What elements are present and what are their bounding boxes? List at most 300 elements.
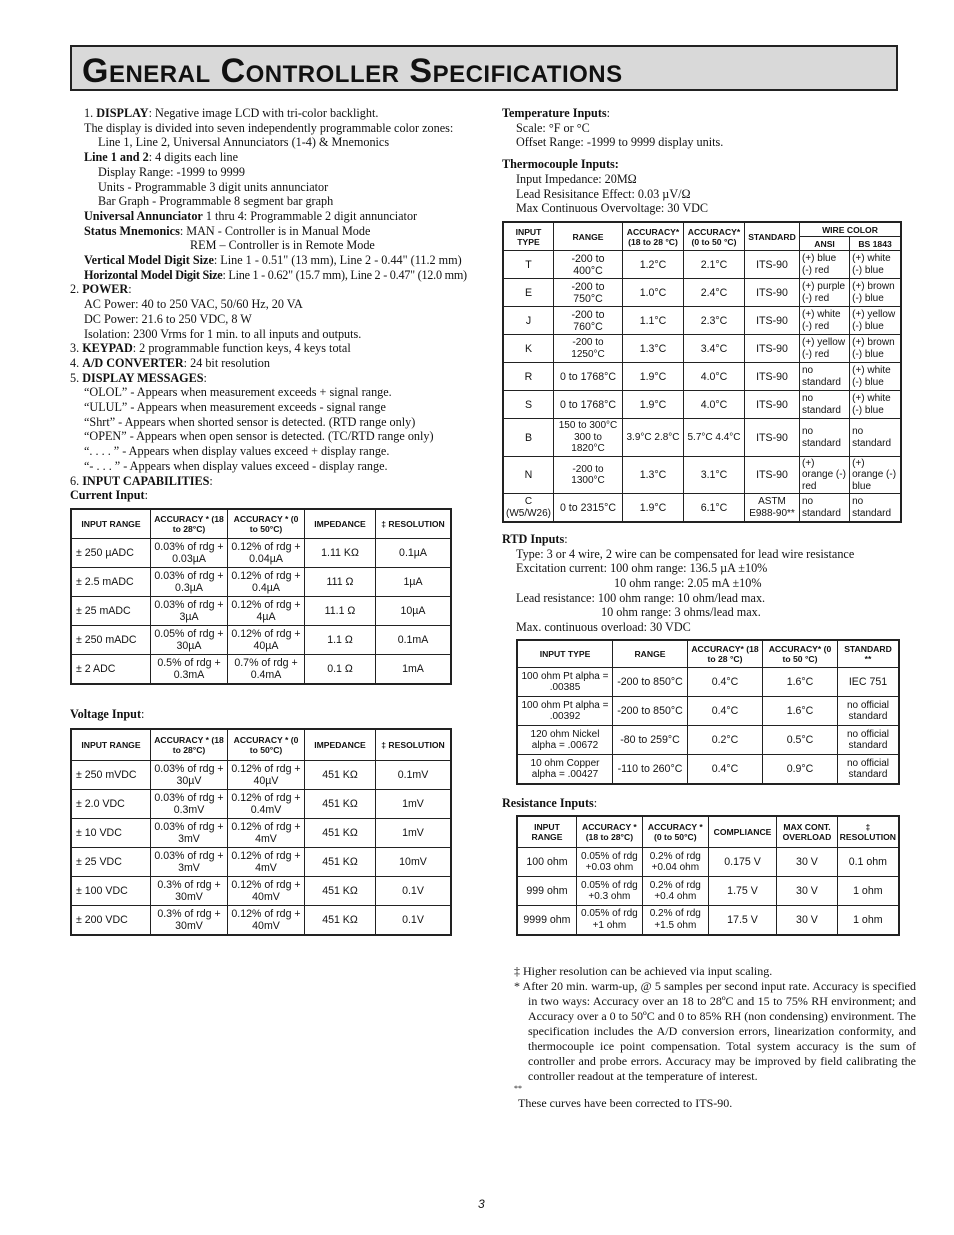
table-cell: (+) purple (-) red bbox=[800, 279, 850, 307]
table-cell: -200 to 1250°C bbox=[554, 335, 623, 363]
col-header: STANDARD ** bbox=[838, 640, 900, 668]
table-cell: 10mV bbox=[376, 848, 452, 877]
table-cell: ITS-90 bbox=[745, 419, 800, 457]
text-fragment: : Negative image LCD with tri-color backlight. bbox=[148, 106, 379, 120]
table-cell: 0.2°C bbox=[688, 726, 763, 755]
display-zones: Line 1, Line 2, Universal Annunciators (1-4) & Mnemonics bbox=[98, 135, 390, 150]
power-line: DC Power: 21.6 to 250 VDC, 8 W bbox=[84, 311, 252, 326]
table-row bbox=[71, 626, 451, 655]
table-cell: (+) brown (-) blue bbox=[850, 335, 901, 363]
col-header: ACCURACY * (18 to 28°C) bbox=[576, 816, 642, 848]
univ-annunciator bbox=[70, 209, 470, 224]
table-cell: 10 ohm Copper alpha = .00427 bbox=[517, 755, 613, 784]
text-fragment: 2. bbox=[70, 282, 80, 297]
col-header: MAX CONT. OVERLOAD bbox=[777, 816, 837, 848]
table-cell: 3.1°C bbox=[684, 456, 745, 494]
table-cell: (+) yellow (-) red bbox=[800, 335, 850, 363]
table-cell: ± 250 µADC bbox=[71, 539, 151, 568]
accuracy-footnote: * After 20 min. warm-up, @ 5 samples per second input rate. Accuracy is specified in two ways: Accuracy over an 18 to 28ºC and 15 to 75% RH environment; and Accuracy over a 0 to 50ºC and 0 to 85% RH (non condensing) environment. The specification includes the A/D conversion errors, linearization conformity, and thermocouple ice point compensation. Total system accuracy is the sum of controller and probe errors. Accuracy may be improved by field calibrating the controller readout at the temperature of interest. bbox=[514, 978, 916, 1083]
table-cell: 0.9°C bbox=[763, 755, 838, 784]
table-cell: E bbox=[503, 279, 554, 307]
table-row bbox=[71, 906, 451, 935]
text-fragment: 4. bbox=[70, 355, 80, 370]
table-cell: 0.12% of rdg + 40mV bbox=[228, 906, 305, 935]
table-cell: 150 to 300°C 300 to 1820°C bbox=[554, 419, 623, 457]
status-mnemonics-rem: REM – Controller is in Remote Mode bbox=[190, 238, 375, 253]
col-header: ACCURACY* (0 to 50 °C) bbox=[684, 222, 745, 251]
text-fragment: A/D CONVERTER bbox=[82, 355, 184, 370]
col-header: STANDARD bbox=[745, 222, 800, 251]
table-cell: 1.9°C bbox=[623, 494, 684, 522]
adc-line bbox=[70, 356, 470, 371]
table-cell: 2.3°C bbox=[684, 307, 745, 335]
table-cell: 0.2% of rdg +0.04 ohm bbox=[642, 848, 708, 877]
text-fragment: : MAN - Controller is in Manual Mode bbox=[179, 223, 371, 238]
table-cell: 30 V bbox=[777, 848, 837, 877]
table-cell: ± 2.0 VDC bbox=[71, 790, 151, 819]
rtd-line: 10 ohm range: 2.05 mA ±10% bbox=[614, 576, 762, 591]
col-header: ‡ RESOLUTION bbox=[376, 729, 452, 761]
table-cell: 451 KΩ bbox=[305, 790, 376, 819]
table-cell: N bbox=[503, 456, 554, 494]
text-fragment: DISPLAY MESSAGES bbox=[82, 370, 204, 385]
text-fragment: : 2 programmable function keys, 4 keys total bbox=[132, 341, 351, 356]
resistance-inputs-label: Resistance Inputs: bbox=[502, 795, 598, 810]
its-footnote-mark: ** bbox=[514, 1083, 522, 1093]
col-header: RANGE bbox=[613, 640, 688, 668]
table-cell: (+) white (-) red bbox=[800, 307, 850, 335]
table-cell: 6.1°C bbox=[684, 494, 745, 522]
table-cell: 0.4°C bbox=[688, 668, 763, 697]
table-cell: 4.0°C bbox=[684, 363, 745, 391]
tc-line: Input Impedance: 20MΩ bbox=[516, 171, 637, 186]
text-fragment: RTD Inputs bbox=[502, 531, 565, 546]
table-cell: 1.2°C bbox=[623, 251, 684, 279]
table-cell: -200 to 750°C bbox=[554, 279, 623, 307]
table-cell: 0.2% of rdg +1.5 ohm bbox=[642, 906, 708, 935]
table-row bbox=[71, 848, 451, 877]
table-cell: 0 to 2315°C bbox=[554, 494, 623, 522]
table-cell: 0.175 V bbox=[708, 848, 776, 877]
table-cell: 451 KΩ bbox=[305, 819, 376, 848]
table-cell: 0.2% of rdg +0.4 ohm bbox=[642, 877, 708, 906]
table-cell: 2.4°C bbox=[684, 279, 745, 307]
col-header: ACCURACY * (0 to 50°C) bbox=[228, 729, 305, 761]
col-header: INPUT RANGE bbox=[71, 509, 151, 539]
table-cell: ITS-90 bbox=[745, 456, 800, 494]
table-cell: 999 ohm bbox=[517, 877, 576, 906]
rtd-line: Lead resistance: 100 ohm range: 10 ohm/lead max. bbox=[516, 590, 766, 605]
table-cell: -200 to 1300°C bbox=[554, 456, 623, 494]
input-heading bbox=[70, 474, 470, 489]
status-mnemonics bbox=[70, 224, 470, 239]
resolution-footnote: ‡ Higher resolution can be achieved via input scaling. bbox=[514, 963, 773, 978]
table-cell: 0.12% of rdg + 4mV bbox=[228, 848, 305, 877]
table-cell: 3.9°C 2.8°C bbox=[623, 419, 684, 457]
tc-inputs-label bbox=[502, 157, 902, 172]
table-cell: ± 2.5 mADC bbox=[71, 568, 151, 597]
text-fragment: Horizontal Model Digit Size bbox=[84, 267, 223, 282]
table-cell: 451 KΩ bbox=[305, 906, 376, 935]
table-cell: 30 V bbox=[777, 877, 837, 906]
rtd-line: Excitation current: 100 ohm range: 136.5 µA ±10% bbox=[516, 561, 768, 576]
table-cell: 0.1 Ω bbox=[305, 655, 376, 684]
rtd-line: Type: 3 or 4 wire, 2 wire can be compensated for lead wire resistance bbox=[516, 546, 855, 561]
table-cell: ITS-90 bbox=[745, 335, 800, 363]
table-cell: 1.9°C bbox=[623, 363, 684, 391]
col-header: BS 1843 bbox=[850, 237, 901, 251]
table-cell: 1.6°C bbox=[763, 697, 838, 726]
table-cell: 1.0°C bbox=[623, 279, 684, 307]
col-header: ACCURACY * (0 to 50°C) bbox=[642, 816, 708, 848]
table-cell: ± 100 VDC bbox=[71, 877, 151, 906]
table-cell: ITS-90 bbox=[745, 363, 800, 391]
text-fragment: : Line 1 - 0.62" (15.7 mm), Line 2 - 0.47" (12.0 mm) bbox=[222, 267, 467, 282]
text-fragment: POWER bbox=[82, 282, 129, 297]
table-cell: (+) white (-) blue bbox=[850, 363, 901, 391]
table-cell: no official standard bbox=[838, 755, 900, 784]
table-cell: 451 KΩ bbox=[305, 848, 376, 877]
text-fragment: INPUT CAPABILITIES bbox=[82, 473, 210, 488]
table-row bbox=[503, 363, 901, 391]
table-cell: 1.11 KΩ bbox=[305, 539, 376, 568]
table-cell: ± 10 VDC bbox=[71, 819, 151, 848]
messages-heading bbox=[70, 371, 470, 386]
text-fragment: Line 1 and 2 bbox=[84, 150, 149, 165]
table-cell: (+) white (-) blue bbox=[850, 391, 901, 419]
temp-line: Scale: °F or °C bbox=[516, 120, 590, 135]
table-cell: 1 ohm bbox=[837, 906, 899, 935]
table-cell: ITS-90 bbox=[745, 391, 800, 419]
col-header: INPUT RANGE bbox=[517, 816, 576, 848]
table-cell: 0.1µA bbox=[376, 539, 452, 568]
table-cell: 0.12% of rdg + 0.04µA bbox=[228, 539, 305, 568]
table-cell: 0.12% of rdg + 40mV bbox=[228, 877, 305, 906]
table-cell: 5.7°C 4.4°C bbox=[684, 419, 745, 457]
table-row bbox=[71, 655, 451, 684]
table-cell: ITS-90 bbox=[745, 307, 800, 335]
table-cell: J bbox=[503, 307, 554, 335]
table-cell: 0.05% of rdg +0.3 ohm bbox=[576, 877, 642, 906]
table-cell: 451 KΩ bbox=[305, 877, 376, 906]
table-cell: 1µA bbox=[376, 568, 452, 597]
col-header: INPUT RANGE bbox=[71, 729, 151, 761]
col-header: IMPEDANCE bbox=[305, 729, 376, 761]
its-footnote: These curves have been corrected to ITS-90. bbox=[518, 1095, 733, 1110]
table-cell: 0.12% of rdg + 40µV bbox=[228, 761, 305, 790]
table-cell: 1.1 Ω bbox=[305, 626, 376, 655]
table-row bbox=[71, 877, 451, 906]
text-fragment: : bbox=[209, 473, 213, 488]
table-row bbox=[517, 906, 899, 935]
table-cell: -200 to 760°C bbox=[554, 307, 623, 335]
keypad-line bbox=[70, 341, 470, 356]
table-cell: 451 KΩ bbox=[305, 761, 376, 790]
text-fragment: 6. bbox=[70, 473, 80, 488]
page-title: General Controller Specifications bbox=[82, 52, 623, 90]
table-cell: 100 ohm Pt alpha = .00392 bbox=[517, 697, 613, 726]
text-fragment: : bbox=[128, 282, 132, 297]
col-header: ACCURACY * (18 to 28°C) bbox=[151, 729, 228, 761]
table-cell: no standard bbox=[850, 419, 901, 457]
table-row bbox=[503, 307, 901, 335]
table-cell: 0 to 1768°C bbox=[554, 391, 623, 419]
voltage-input-table bbox=[70, 728, 452, 936]
table-cell: 1.3°C bbox=[623, 456, 684, 494]
rtd-table bbox=[516, 639, 900, 785]
table-cell: no standard bbox=[800, 419, 850, 457]
message-line: “OLOL” - Appears when measurement exceeds + signal range. bbox=[84, 385, 392, 400]
col-header: ACCURACY* (18 to 28 °C) bbox=[623, 222, 684, 251]
table-cell: B bbox=[503, 419, 554, 457]
table-cell: 0.1 ohm bbox=[837, 848, 899, 877]
table-row bbox=[517, 848, 899, 877]
table-cell: -200 to 400°C bbox=[554, 251, 623, 279]
table-cell: 1.9°C bbox=[623, 391, 684, 419]
line12-heading bbox=[70, 150, 470, 165]
table-cell: 1 ohm bbox=[837, 877, 899, 906]
text-fragment: Universal Annunciator bbox=[84, 208, 203, 223]
left-column bbox=[70, 106, 470, 936]
display-heading bbox=[70, 106, 470, 121]
table-cell: 1mV bbox=[376, 819, 452, 848]
table-cell: 0.12% of rdg + 0.4mV bbox=[228, 790, 305, 819]
rtd-line: Max. continuous overload: 30 VDC bbox=[516, 620, 691, 635]
table-row bbox=[503, 391, 901, 419]
table-cell: 0.12% of rdg + 0.4µA bbox=[228, 568, 305, 597]
table-cell: 3.4°C bbox=[684, 335, 745, 363]
table-cell: 0.03% of rdg + 0.03µA bbox=[151, 539, 228, 568]
table-cell: (+) yellow (-) blue bbox=[850, 307, 901, 335]
table-row bbox=[71, 761, 451, 790]
text-fragment: 5. bbox=[70, 370, 80, 385]
table-cell: no standard bbox=[800, 391, 850, 419]
table-cell: ± 2 ADC bbox=[71, 655, 151, 684]
table-cell: 0.05% of rdg + 30µA bbox=[151, 626, 228, 655]
current-input-table bbox=[70, 508, 452, 685]
table-cell: 1.6°C bbox=[763, 668, 838, 697]
text-fragment: : 24 bit resolution bbox=[183, 355, 270, 370]
table-cell: 1.75 V bbox=[708, 877, 776, 906]
power-line: AC Power: 40 to 250 VAC, 50/60 Hz, 20 VA bbox=[84, 297, 303, 312]
table-cell: 0.7% of rdg + 0.4mA bbox=[228, 655, 305, 684]
table-cell: (+) white (-) blue bbox=[850, 251, 901, 279]
message-line: “- . . . ” - Appears when display values exceed - display range. bbox=[84, 458, 388, 473]
table-row bbox=[71, 597, 451, 626]
table-cell: 0.5°C bbox=[763, 726, 838, 755]
table-cell: 0.3% of rdg + 30mV bbox=[151, 877, 228, 906]
table-cell: 0.03% of rdg + 3mV bbox=[151, 848, 228, 877]
table-cell: 100 ohm bbox=[517, 848, 576, 877]
col-header: INPUT TYPE bbox=[517, 640, 613, 668]
message-line: “Shrt” - Appears when shorted sensor is detected. (RTD range only) bbox=[84, 414, 416, 429]
text-fragment: Thermocouple Inputs: bbox=[502, 157, 619, 172]
table-row bbox=[517, 726, 899, 755]
table-cell: 10µA bbox=[376, 597, 452, 626]
text-fragment: Vertical Model Digit Size bbox=[84, 253, 214, 268]
table-cell: 0.1V bbox=[376, 877, 452, 906]
table-cell: 30 V bbox=[777, 906, 837, 935]
table-row bbox=[517, 668, 899, 697]
table-cell: no official standard bbox=[838, 697, 900, 726]
table-cell: R bbox=[503, 363, 554, 391]
col-header: ‡ RESOLUTION bbox=[376, 509, 452, 539]
table-cell: 0.12% of rdg + 4µA bbox=[228, 597, 305, 626]
line12-detail: Bar Graph - Programmable 8 segment bar graph bbox=[98, 194, 334, 209]
tc-line: Lead Resisitance Effect: 0.03 µV/Ω bbox=[516, 186, 691, 201]
table-cell: 0.05% of rdg +1 ohm bbox=[576, 906, 642, 935]
table-cell: (+) blue (-) red bbox=[800, 251, 850, 279]
current-input-label: Current Input: bbox=[70, 488, 148, 503]
table-cell: no standard bbox=[850, 494, 901, 522]
table-cell: 0.1mV bbox=[376, 761, 452, 790]
table-cell: C (W5/W26) bbox=[503, 494, 554, 522]
table-row bbox=[503, 456, 901, 494]
right-column bbox=[502, 106, 916, 1111]
table-cell: 0.1V bbox=[376, 906, 452, 935]
table-cell: -200 to 850°C bbox=[613, 697, 688, 726]
table-row bbox=[71, 790, 451, 819]
voltage-input-label: Voltage Input: bbox=[70, 706, 145, 721]
table-cell: (+) brown (-) blue bbox=[850, 279, 901, 307]
table-cell: no official standard bbox=[838, 726, 900, 755]
table-cell: IEC 751 bbox=[838, 668, 900, 697]
text-fragment: 1. bbox=[84, 106, 94, 120]
text-fragment: Resistance Inputs bbox=[502, 795, 594, 810]
table-cell: 4.0°C bbox=[684, 391, 745, 419]
display-desc: The display is divided into seven independently programmable color zones: bbox=[84, 120, 454, 135]
temp-line: Offset Range: -1999 to 9999 display units. bbox=[516, 135, 724, 150]
table-cell: 2.1°C bbox=[684, 251, 745, 279]
vertical-digit-size bbox=[70, 253, 470, 268]
col-header: ACCURACY * (18 to 28°C) bbox=[151, 509, 228, 539]
col-header: RANGE bbox=[554, 222, 623, 251]
text-fragment: 3. bbox=[70, 341, 80, 356]
table-cell: ± 200 VDC bbox=[71, 906, 151, 935]
table-cell: T bbox=[503, 251, 554, 279]
table-cell: 111 Ω bbox=[305, 568, 376, 597]
table-cell: ITS-90 bbox=[745, 279, 800, 307]
table-cell: 0.4°C bbox=[688, 697, 763, 726]
col-header: ANSI bbox=[800, 237, 850, 251]
table-cell: 0.03% of rdg + 3µA bbox=[151, 597, 228, 626]
text-fragment: : 4 digits each line bbox=[148, 150, 239, 165]
text-fragment: : bbox=[203, 370, 207, 385]
table-row bbox=[503, 335, 901, 363]
title-banner bbox=[70, 45, 898, 91]
table-cell: ± 250 mADC bbox=[71, 626, 151, 655]
col-header: ACCURACY * (0 to 50°C) bbox=[228, 509, 305, 539]
table-cell: K bbox=[503, 335, 554, 363]
table-cell: 120 ohm Nickel alpha = .00672 bbox=[517, 726, 613, 755]
table-cell: 9999 ohm bbox=[517, 906, 576, 935]
table-cell: 1mA bbox=[376, 655, 452, 684]
power-line: Isolation: 2300 Vrms for 1 min. to all inputs and outputs. bbox=[84, 326, 362, 341]
message-line: “OPEN” - Appears when open sensor is detected. (TC/RTD range only) bbox=[84, 429, 434, 444]
table-cell: 1mV bbox=[376, 790, 452, 819]
table-cell: -200 to 850°C bbox=[613, 668, 688, 697]
table-cell: -80 to 259°C bbox=[613, 726, 688, 755]
table-cell: ± 25 VDC bbox=[71, 848, 151, 877]
table-cell: 1.1°C bbox=[623, 307, 684, 335]
table-cell: 0.03% of rdg + 3mV bbox=[151, 819, 228, 848]
table-cell: ITS-90 bbox=[745, 251, 800, 279]
table-cell: 0.1mA bbox=[376, 626, 452, 655]
col-header: IMPEDANCE bbox=[305, 509, 376, 539]
temp-inputs-label: Temperature Inputs: bbox=[502, 106, 611, 120]
table-cell: 17.5 V bbox=[708, 906, 776, 935]
table-row bbox=[517, 697, 899, 726]
message-line: “. . . . ” - Appears when display values exceed + display range. bbox=[84, 444, 390, 459]
table-row bbox=[503, 279, 901, 307]
table-row bbox=[71, 819, 451, 848]
table-row bbox=[503, 251, 901, 279]
table-cell: 0.5% of rdg + 0.3mA bbox=[151, 655, 228, 684]
table-cell: 0.03% of rdg + 30µV bbox=[151, 761, 228, 790]
text-fragment: Temperature Inputs bbox=[502, 106, 607, 120]
table-cell: 0.4°C bbox=[688, 755, 763, 784]
thermocouple-table bbox=[502, 221, 902, 523]
page-number: 3 bbox=[478, 1197, 485, 1211]
text-fragment: : Line 1 - 0.51" (13 mm), Line 2 - 0.44" (11.2 mm) bbox=[213, 253, 462, 268]
table-cell: 0.12% of rdg + 40µA bbox=[228, 626, 305, 655]
line12-detail: Units - Programmable 3 digit units annunciator bbox=[98, 179, 329, 194]
table-cell: 1.3°C bbox=[623, 335, 684, 363]
table-cell: 0.03% of rdg + 0.3µA bbox=[151, 568, 228, 597]
power-heading bbox=[70, 282, 470, 297]
table-row bbox=[71, 539, 451, 568]
table-cell: ± 250 mVDC bbox=[71, 761, 151, 790]
table-cell: ASTM E988-90** bbox=[745, 494, 800, 522]
line12-detail: Display Range: -1999 to 9999 bbox=[98, 164, 245, 179]
table-cell: (+) orange (-) blue bbox=[850, 456, 901, 494]
table-cell: no standard bbox=[800, 363, 850, 391]
col-header: ACCURACY* (18 to 28 °C) bbox=[688, 640, 763, 668]
text-fragment: 1 thru 4: Programmable 2 digit annunciator bbox=[202, 208, 418, 223]
table-cell: S bbox=[503, 391, 554, 419]
message-line: “ULUL” - Appears when measurement exceeds - signal range bbox=[84, 400, 386, 415]
table-cell: 100 ohm Pt alpha = .00385 bbox=[517, 668, 613, 697]
table-row bbox=[503, 494, 901, 522]
col-header: WIRE COLOR bbox=[800, 222, 902, 237]
text-fragment: Voltage Input bbox=[70, 706, 141, 721]
table-cell: 0.3% of rdg + 30mV bbox=[151, 906, 228, 935]
tc-line: Max Continuous Overvoltage: 30 VDC bbox=[516, 201, 709, 216]
table-row bbox=[71, 568, 451, 597]
table-cell: 0.03% of rdg + 0.3mV bbox=[151, 790, 228, 819]
table-cell: ± 25 mADC bbox=[71, 597, 151, 626]
table-cell: (+) orange (-) red bbox=[800, 456, 850, 494]
resistance-table bbox=[516, 815, 900, 936]
table-row bbox=[517, 755, 899, 784]
rtd-line: 10 ohm range: 3 ohms/lead max. bbox=[601, 605, 761, 620]
text-fragment: DISPLAY bbox=[96, 106, 149, 120]
horizontal-digit-size bbox=[70, 268, 470, 283]
col-header: INPUT TYPE bbox=[503, 222, 554, 251]
text-fragment: Current Input bbox=[70, 488, 145, 503]
table-cell: 0 to 1768°C bbox=[554, 363, 623, 391]
col-header: COMPLIANCE bbox=[708, 816, 776, 848]
table-row bbox=[517, 877, 899, 906]
table-cell: 0.12% of rdg + 4mV bbox=[228, 819, 305, 848]
col-header: ACCURACY* (0 to 50 °C) bbox=[763, 640, 838, 668]
col-header: ‡ RESOLUTION bbox=[837, 816, 899, 848]
table-cell: no standard bbox=[800, 494, 850, 522]
footnotes bbox=[502, 963, 916, 1111]
table-cell: 0.05% of rdg +0.03 ohm bbox=[576, 848, 642, 877]
table-cell: -110 to 260°C bbox=[613, 755, 688, 784]
table-cell: 11.1 Ω bbox=[305, 597, 376, 626]
